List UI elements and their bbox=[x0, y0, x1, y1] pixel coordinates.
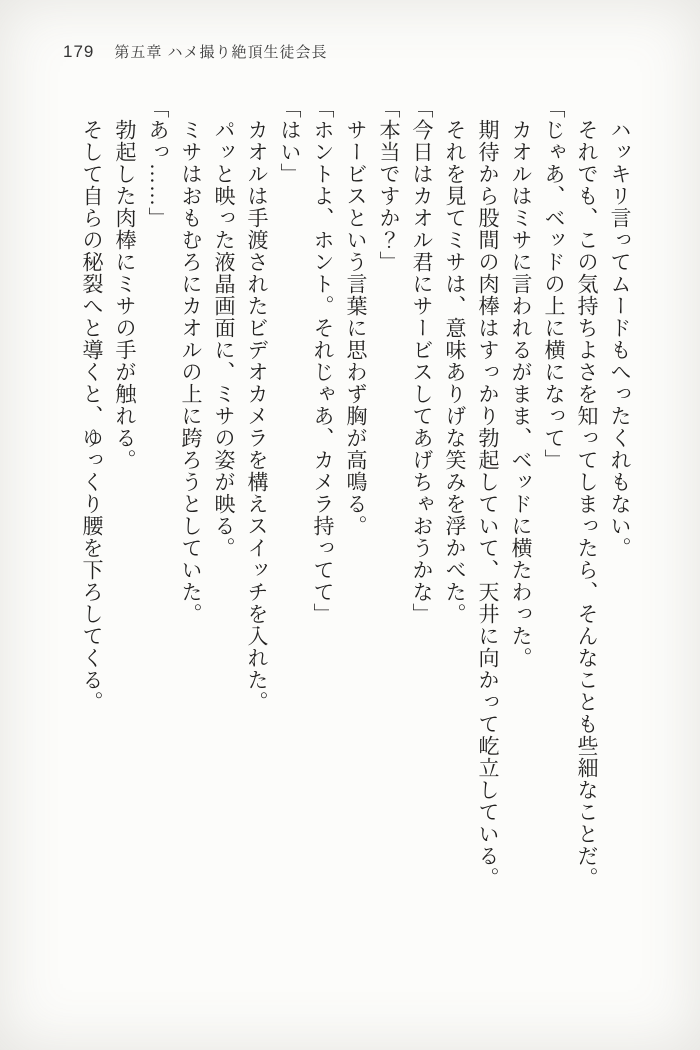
page-number: 179 bbox=[63, 42, 95, 61]
text-line: ミサはおもむろにカオルの上に跨ろうとしていた。 bbox=[179, 97, 203, 625]
text-line: 「じゃあ、ベッドの上に横になって」 bbox=[542, 97, 566, 471]
text-line: サービスという言葉に思わず胸が高鳴る。 bbox=[344, 97, 368, 537]
text-line: ハッキリ言ってムードもへったくれもない。 bbox=[608, 97, 632, 559]
text-line: そして自らの秘裂へと導くと、ゆっくり腰を下ろしてくる。 bbox=[80, 97, 104, 713]
text-line: カオルはミサに言われるがまま、ベッドに横たわった。 bbox=[509, 97, 533, 669]
text-line: それを見てミサは、意味ありげな笑みを浮かべた。 bbox=[443, 97, 467, 625]
text-line: 勃起した肉棒にミサの手が触れる。 bbox=[113, 97, 137, 471]
text-line: それでも、この気持ちよさを知ってしまったら、そんなことも些細なことだ。 bbox=[575, 97, 599, 889]
text-line: パッと映った液晶画面に、ミサの姿が映る。 bbox=[212, 97, 236, 559]
text-line: 期待から股間の肉棒はすっかり勃起していて、天井に向かって屹立している。 bbox=[476, 97, 500, 889]
text-line: 「あっ……」 bbox=[146, 97, 170, 229]
text-line: 「ホントよ、ホント。それじゃあ、カメラ持ってて」 bbox=[311, 97, 335, 625]
text-line: 「はい」 bbox=[278, 97, 302, 185]
body-text bbox=[75, 97, 636, 897]
text-line: 「今日はカオル君にサービスしてあげちゃおうかな」 bbox=[410, 97, 434, 625]
text-line: 「本当ですか？」 bbox=[377, 97, 401, 273]
page-header bbox=[63, 41, 328, 62]
chapter-title: 第五章 ハメ撮り絶頂生徒会長 bbox=[114, 44, 328, 61]
text-line: カオルは手渡されたビデオカメラを構えスイッチを入れた。 bbox=[245, 97, 269, 713]
